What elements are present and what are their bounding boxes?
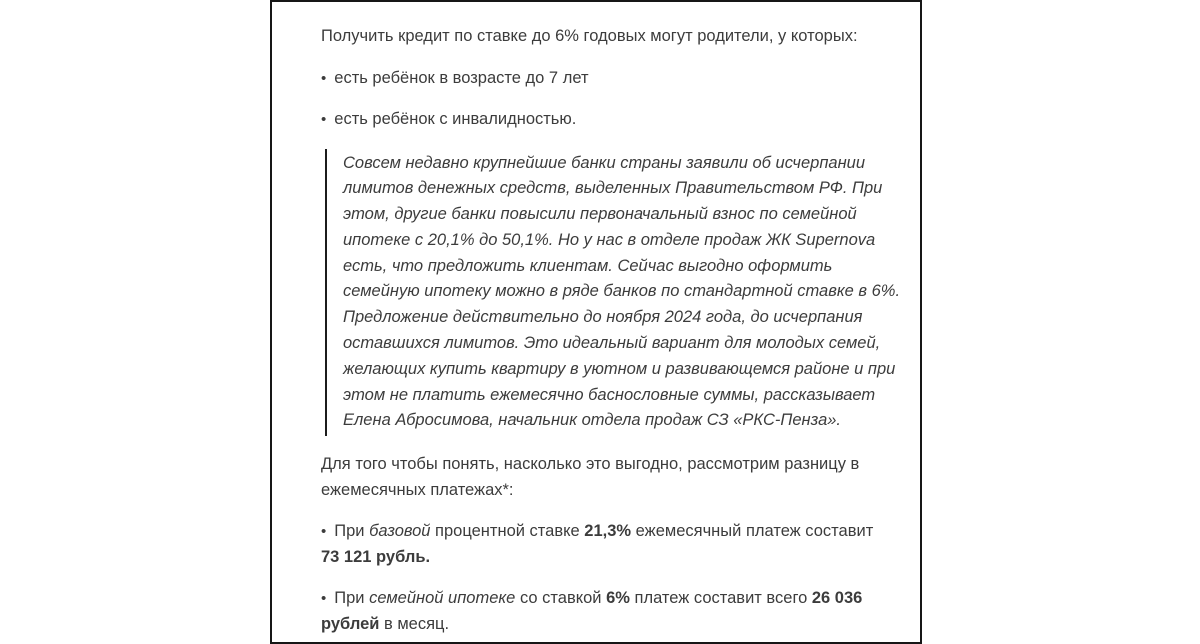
payment-text-base-rate: При базовой процентной ставке 21,3% ежемесячный платеж составит 73 121 рубль. <box>321 522 874 566</box>
expert-quote-block <box>325 149 904 437</box>
payment-item-base-rate <box>321 519 904 570</box>
payment-text-family-rate: При семейной ипотеке со ставкой 6% платеж составит всего 26 036 рублей в месяц. <box>321 589 863 633</box>
expert-quote-text: Совсем недавно крупнейшие банки страны заявили об исчерпании лимитов денежных средств, выделенных Правительством РФ. При этом, другие банки повысили первоначальный взнос по семейной ипотеке с 20,1% до 50,1%. Но у нас в отделе продаж ЖК Supernova есть, что предложить клиентам. Сейчас выгодно оформить семейную ипотеку можно в ряде банков по стандартной ставке в 6%. Предложение действительно до ноября 2024 года, до исчерпания оставшихся лимитов. Это идеальный вариант для молодых семей, желающих купить квартиру в уютном и развивающемся районе и при этом не платить ежемесячно баснословные суммы, рассказывает Елена Абросимова, начальник отдела продаж СЗ «РКС-Пенза». <box>343 153 901 430</box>
article-card <box>270 0 922 644</box>
eligibility-text-child-disability: есть ребёнок с инвалидностью. <box>334 110 577 128</box>
bullet-icon: • <box>321 111 327 128</box>
eligibility-item-child-disability <box>321 107 904 133</box>
bullet-icon: • <box>321 590 327 608</box>
bullet-icon: • <box>321 69 327 87</box>
eligibility-text-child-under-7: есть ребёнок в возрасте до 7 лет <box>334 68 589 87</box>
eligibility-item-child-under-7 <box>321 66 904 92</box>
bullet-icon: • <box>321 523 327 541</box>
intro-paragraph: Получить кредит по ставке до 6% годовых могут родители, у которых: <box>321 27 858 45</box>
comparison-intro-paragraph: Для того чтобы понять, насколько это выгодно, рассмотрим разницу в ежемесячных платежах*: <box>321 455 860 499</box>
payment-item-family-rate <box>321 586 904 637</box>
